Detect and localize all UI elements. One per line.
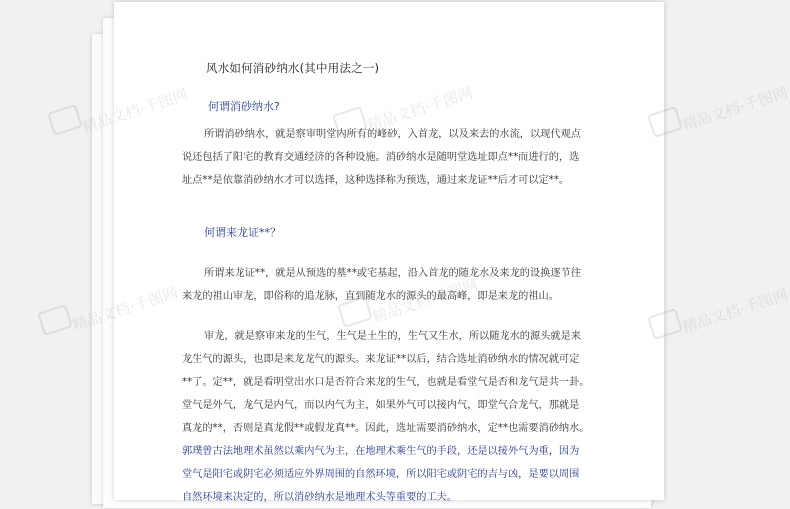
- paragraph-1-line-1: 所谓消砂纳水，就是察审明堂内所有的峰砂，入首龙，以及来去的水流，以现代观点: [204, 129, 581, 140]
- heading-what-is-xiaosha: 何谓消砂纳水?: [208, 100, 280, 113]
- paragraph-1: [182, 123, 602, 192]
- paragraph-3-line-8: 自然环境来决定的，所以消砂纳水是地理术头等重要的工夫。: [182, 492, 458, 503]
- paragraph-3-line-1: 审龙，就是察审来龙的生气，生气是土生的，生气又生水，所以随龙水的源头就是来: [204, 331, 581, 342]
- watermark-text: 精品文档·千图网: [680, 285, 790, 337]
- paragraph-2-line-1: 所谓来龙证**，就是从预选的墓**或宅基起，沿入首龙的随龙水及来龙的设换逐节往: [204, 268, 581, 279]
- watermark-text: 精品文档·千图网: [680, 83, 790, 135]
- paragraph-3: [182, 325, 602, 509]
- paragraph-3-line-3: **了。定**，就是看明堂出水口是否符合来龙的生气，也就是看堂气是否和龙气是共一卦。: [182, 377, 590, 388]
- document-title: 风水如何消砂纳水(其中用法之一): [206, 61, 380, 75]
- watermark-logo-icon: [37, 304, 73, 336]
- document-page: [114, 2, 664, 503]
- watermark-logo-icon: [47, 104, 83, 136]
- heading-what-is-laolong: 何谓来龙证**？: [204, 226, 281, 239]
- paragraph-3-line-2: 龙生气的源头，也即是来龙龙气的源头。来龙证**以后，结合选址消砂纳水的情况就可定: [182, 354, 580, 365]
- paragraph-2-line-2: 来龙的祖山审龙，即俗称的追龙脉，直到随龙水的源头的最高峰，即是来龙的祖山。: [182, 291, 559, 302]
- paragraph-1-line-3: 址点**是依靠消砂纳水才可以选择，这种选择称为预选，通过来龙证**后才可以定**。: [182, 175, 570, 186]
- paragraph-1-line-2: 说还包括了阳宅的教育交通经济的各种设施。消砂纳水是随明堂选址即点**而进行的，选: [182, 152, 580, 163]
- paragraph-3-line-5: 真龙的**，否则是真龙假**或假龙真**。因此，选址需要消砂纳水，定**也需要消砂纳水。: [182, 423, 590, 434]
- paragraph-3-line-4: 堂气是外气，龙气是内气，而以内气为主，如果外气可以接内气，即堂气合龙气，那就是: [182, 400, 580, 411]
- paragraph-3-line-6: 郭璞曾古法地理术虽然以乘内气为主，在地理术乘生气的手段，还是以接外气为重，因为: [182, 446, 580, 457]
- paragraph-3-line-7: 堂气是阳宅或阴宅必须适应外界周围的自然环境，所以阳宅或阴宅的吉与凶，是要以周围: [182, 469, 580, 480]
- paragraph-2: [182, 262, 602, 308]
